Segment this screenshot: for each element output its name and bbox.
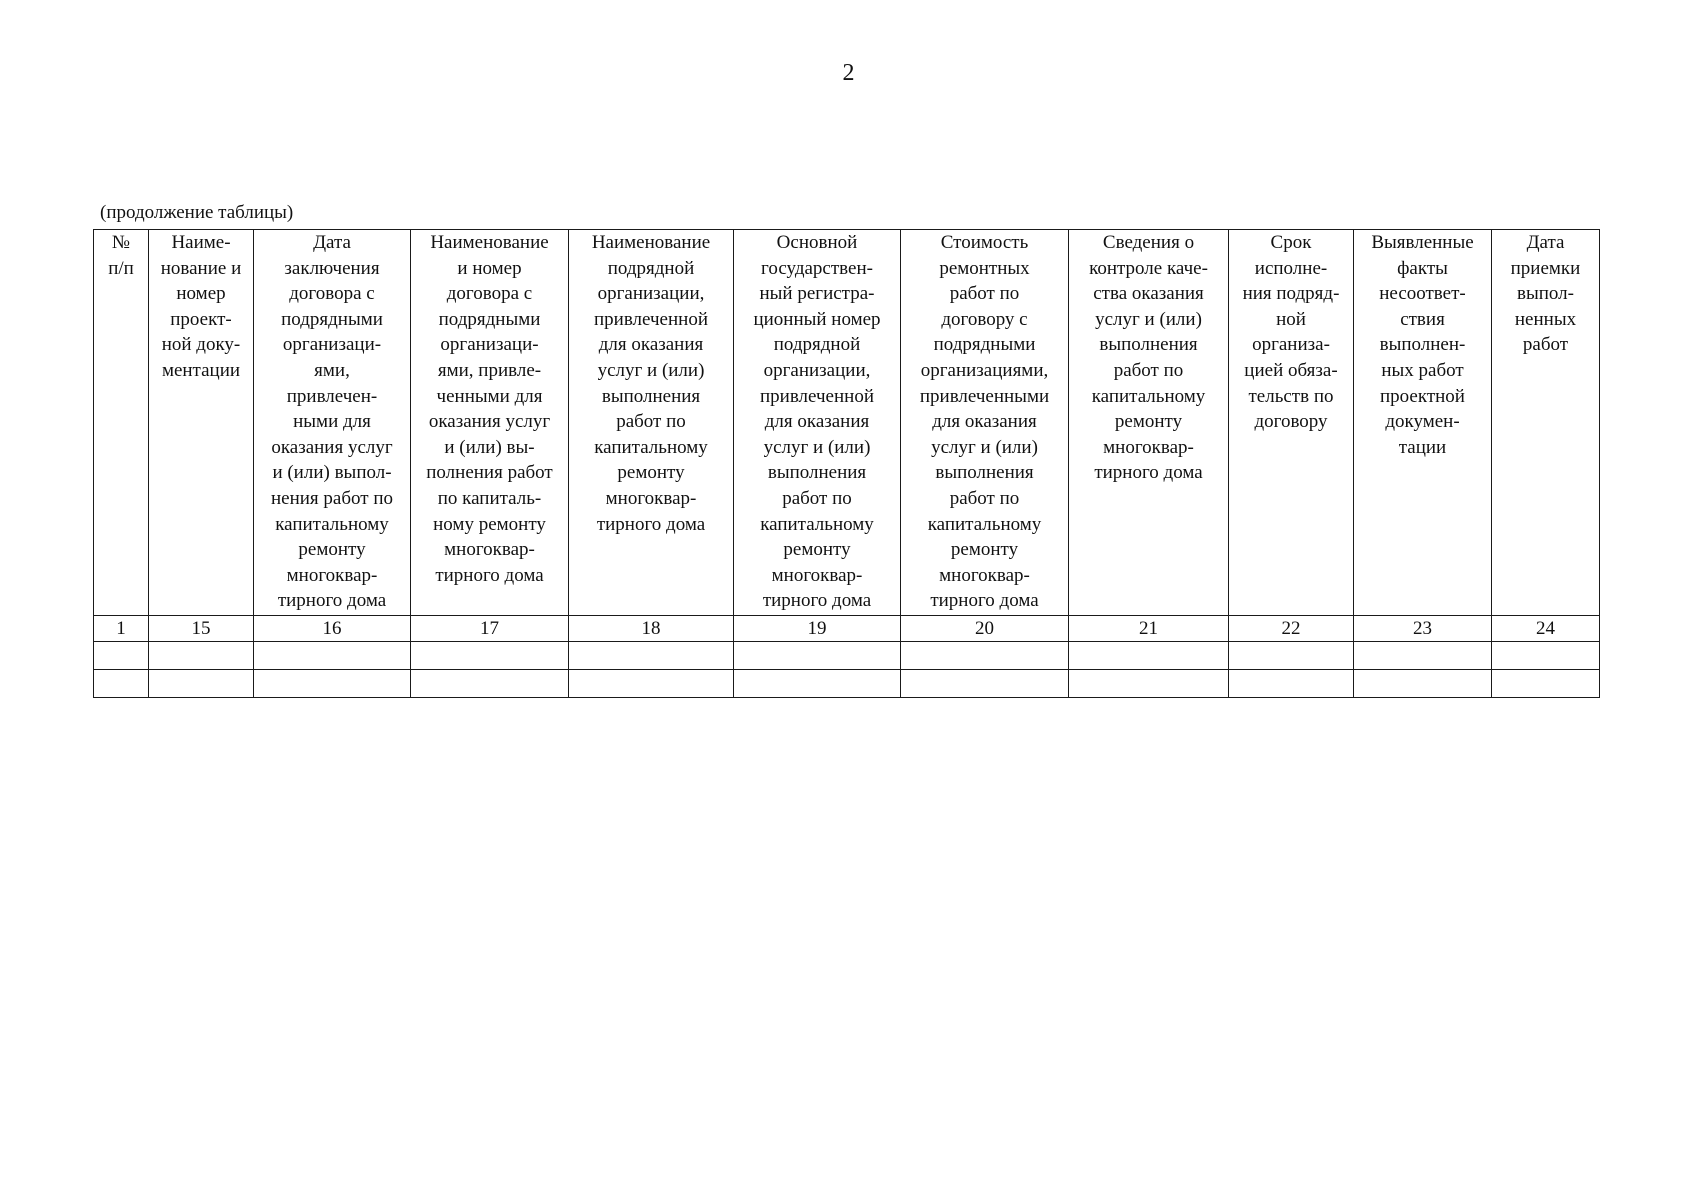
table-cell [1354, 670, 1492, 698]
table-cell [254, 642, 411, 670]
page-number: 2 [842, 60, 855, 86]
table-cell [901, 642, 1069, 670]
column-number-row [94, 616, 1600, 642]
table-cell [411, 642, 569, 670]
table-cell [1229, 642, 1354, 670]
header-cell-acceptance-date: Дата приемки выпол- ненных работ [1492, 230, 1600, 616]
table-row [94, 670, 1600, 698]
table-cell [901, 670, 1069, 698]
column-number-cell: 1 [94, 616, 149, 642]
header-cell-deadline: Срок исполне- ния подряд- ной организа- цией обяза- тельств по договору [1229, 230, 1354, 616]
column-number-cell: 15 [149, 616, 254, 642]
table-cell [94, 642, 149, 670]
column-number-cell: 18 [569, 616, 734, 642]
header-cell-quality-control: Сведения о контроле каче- ства оказания услуг и (или) выполнения работ по капитальному ремонту многоквар- тирного дома [1069, 230, 1229, 616]
table-cell [1354, 642, 1492, 670]
column-number-cell: 16 [254, 616, 411, 642]
table-cell [1229, 670, 1354, 698]
table-cell [411, 670, 569, 698]
column-number-cell: 20 [901, 616, 1069, 642]
column-number-cell: 23 [1354, 616, 1492, 642]
header-cell-contract-date: Дата заключения договора с подрядными организаци- ями, привлечен- ными для оказания услуг и (или) выпол- нения работ по капитальному ремонту многоквар- тирного дома [254, 230, 411, 616]
column-number-cell: 21 [1069, 616, 1229, 642]
column-number-cell: 24 [1492, 616, 1600, 642]
header-cell-contract-name: Наименование и номер договора с подрядными организаци- ями, привле- ченными для оказания услуг и (или) вы- полнения работ по капиталь- ному ремонту многоквар- тирного дома [411, 230, 569, 616]
header-row [94, 230, 1600, 616]
header-cell-contractor-ogrn: Основной государствен- ный регистра- ционный номер подрядной организации, привлеченной для оказания услуг и (или) выполнения работ по капитальному ремонту многоквар- тирного дома [734, 230, 901, 616]
register-table [93, 229, 1600, 698]
table-cell [149, 670, 254, 698]
table-cell [1492, 670, 1600, 698]
column-number-cell: 19 [734, 616, 901, 642]
table-cell [734, 642, 901, 670]
table-cell [254, 670, 411, 698]
header-cell-nonconformities: Выявленные факты несоответ- ствия выполнен- ных работ проектной докумен- тации [1354, 230, 1492, 616]
table-cell [1492, 642, 1600, 670]
header-cell-project-doc: Наиме- нование и номер проект- ной доку- ментации [149, 230, 254, 616]
table-cell [734, 670, 901, 698]
column-number-cell: 17 [411, 616, 569, 642]
table-cell [1069, 642, 1229, 670]
column-number-cell: 22 [1229, 616, 1354, 642]
table-cell [569, 670, 734, 698]
table-continuation-caption: (продолжение таблицы) [100, 202, 294, 223]
header-cell-contractor-name: Наименование подрядной организации, привлеченной для оказания услуг и (или) выполнения работ по капитальному ремонту многоквар- тирного дома [569, 230, 734, 616]
table-cell [1069, 670, 1229, 698]
header-cell-number: № п/п [94, 230, 149, 616]
table-cell [569, 642, 734, 670]
table-cell [94, 670, 149, 698]
table-row [94, 642, 1600, 670]
header-cell-repair-cost: Стоимость ремонтных работ по договору с подрядными организациями, привлеченными для оказания услуг и (или) выполнения работ по капитальному ремонту многоквар- тирного дома [901, 230, 1069, 616]
table-cell [149, 642, 254, 670]
